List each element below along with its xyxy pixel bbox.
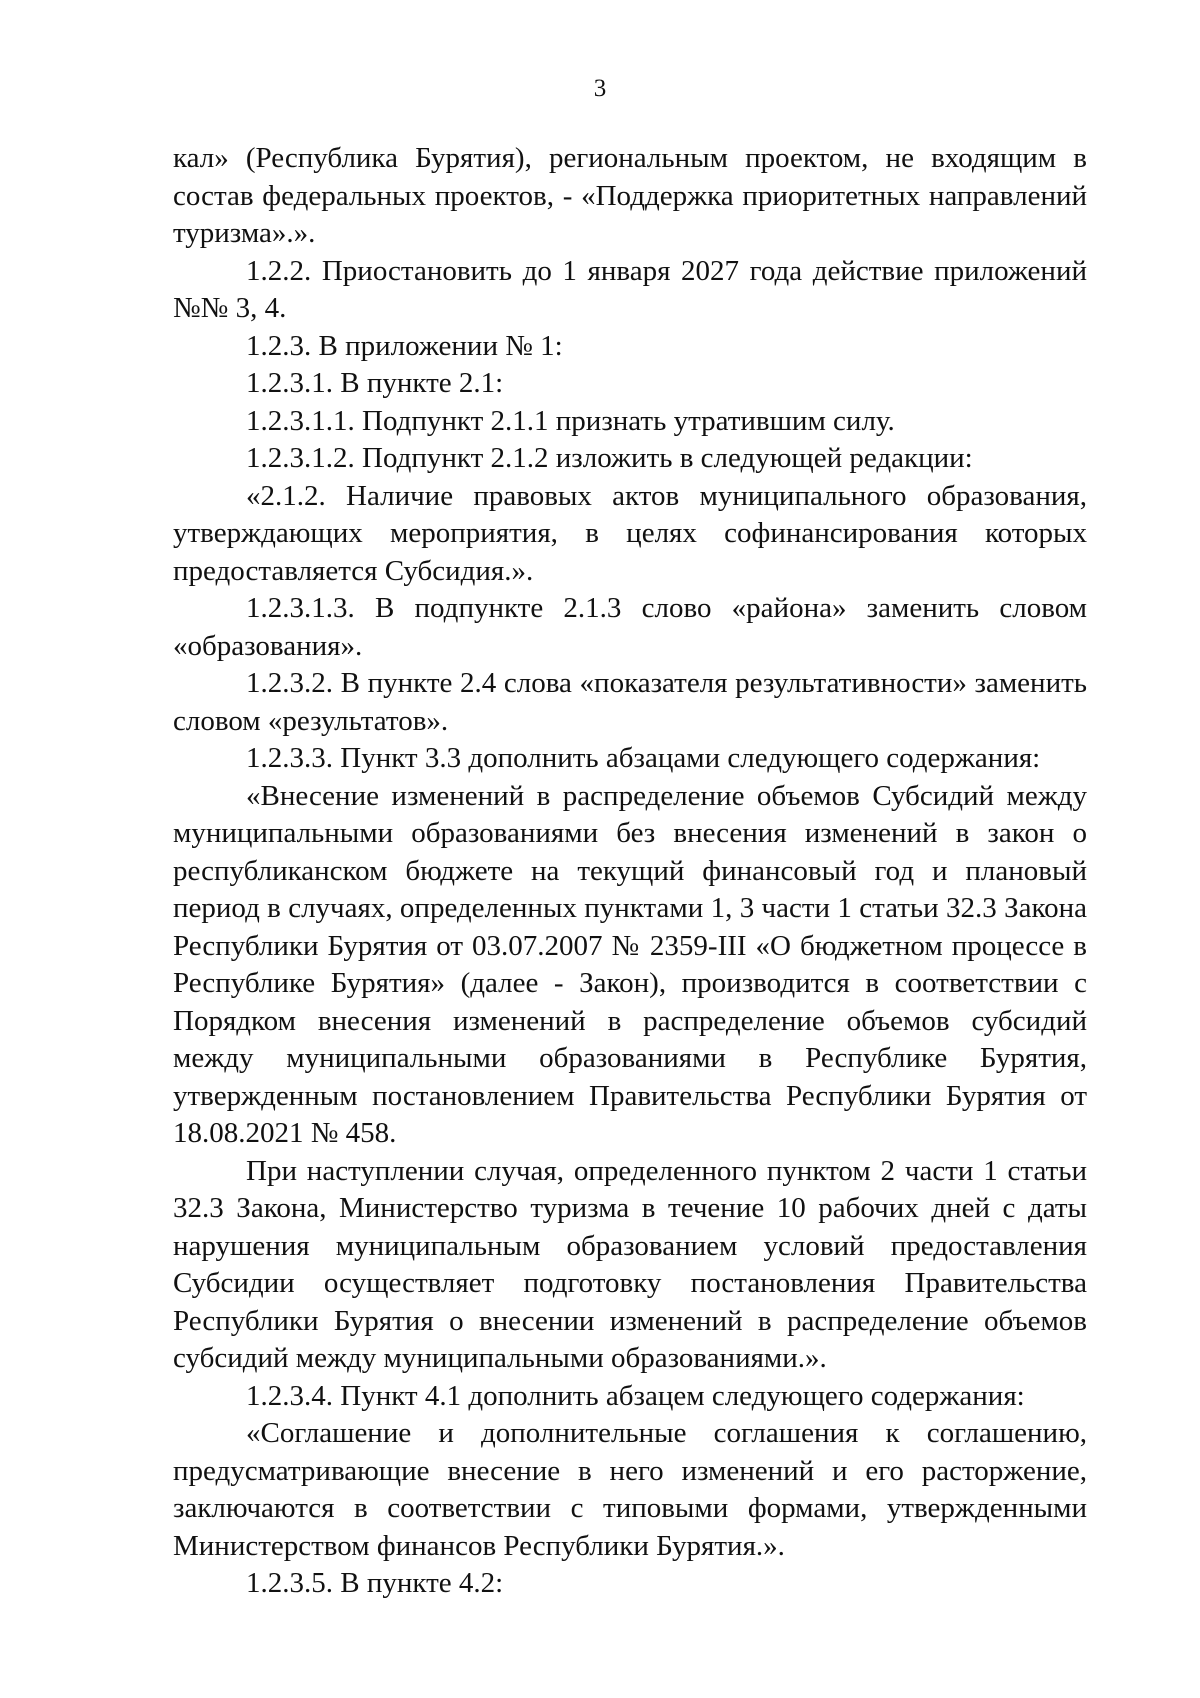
paragraph: кал» (Республика Бурятия), региональным проектом, не входящим в состав федеральных проектов, - «Поддержка приоритетных направлений туризма».». — [173, 142, 1087, 249]
paragraph: 1.2.3.1.3. В подпункте 2.1.3 слово «района» заменить словом «образования». — [173, 592, 1087, 662]
page-number: 3 — [593, 75, 607, 102]
paragraph: «Внесение изменений в распределение объемов Субсидий между муниципальными образованиями без внесения изменений в закон о республиканском бюджете на текущий финансовый год и плановый период в случаях, определенных пунктами 1, 3 части 1 статьи 32.3 Закона Республики Бурятия от 03.07.2007 № 2359-III «О бюджетном процессе в Республике Бурятия» (далее - Закон), производится в соответствии с Порядком внесения изменений в распределение объемов субсидий между муниципальными образованиями в Республике Бурятия, утвержденным постановлением Правительства Республики Бурятия от 18.08.2021 № 458. — [173, 779, 1087, 1149]
paragraph: «Соглашение и дополнительные соглашения к соглашению, предусматривающие внесение в него изменений и его расторжение, заключаются в соответствии с типовыми формами, утвержденными Министерством финансов Республики Бурятия.». — [173, 1417, 1087, 1562]
paragraph: 1.2.3.4. Пункт 4.1 дополнить абзацем следующего содержания: — [246, 1379, 1025, 1412]
paragraph: «2.1.2. Наличие правовых актов муниципального образования, утверждающих мероприятия, в целях софинансирования которых предоставляется Субсидия.». — [173, 479, 1087, 587]
document-body — [173, 140, 1087, 1603]
paragraph: При наступлении случая, определенного пунктом 2 части 1 статьи 32.3 Закона, Министерство туризма в течение 10 рабочих дней с даты нарушения муниципальным образованием условий предоставления Субсидии осуществляет подготовку постановления Правительства Республики Бурятия о внесении изменений в распределение объемов субсидий между муниципальными образованиями.». — [173, 1154, 1087, 1374]
paragraph: 1.2.2. Приостановить до 1 января 2027 года действие приложений №№ 3, 4. — [173, 254, 1087, 324]
paragraph: 1.2.3. В приложении № 1: — [246, 329, 563, 362]
paragraph: 1.2.3.2. В пункте 2.4 слова «показателя результативности» заменить словом «результатов». — [173, 667, 1087, 737]
paragraph: 1.2.3.5. В пункте 4.2: — [246, 1567, 504, 1599]
paragraph: 1.2.3.1.1. Подпункт 2.1.1 признать утратившим силу. — [246, 404, 895, 437]
paragraph: 1.2.3.1. В пункте 2.1: — [246, 367, 504, 399]
paragraph: 1.2.3.1.2. Подпункт 2.1.2 изложить в следующей редакции: — [246, 442, 973, 474]
paragraph: 1.2.3.3. Пункт 3.3 дополнить абзацами следующего содержания: — [246, 742, 1041, 774]
